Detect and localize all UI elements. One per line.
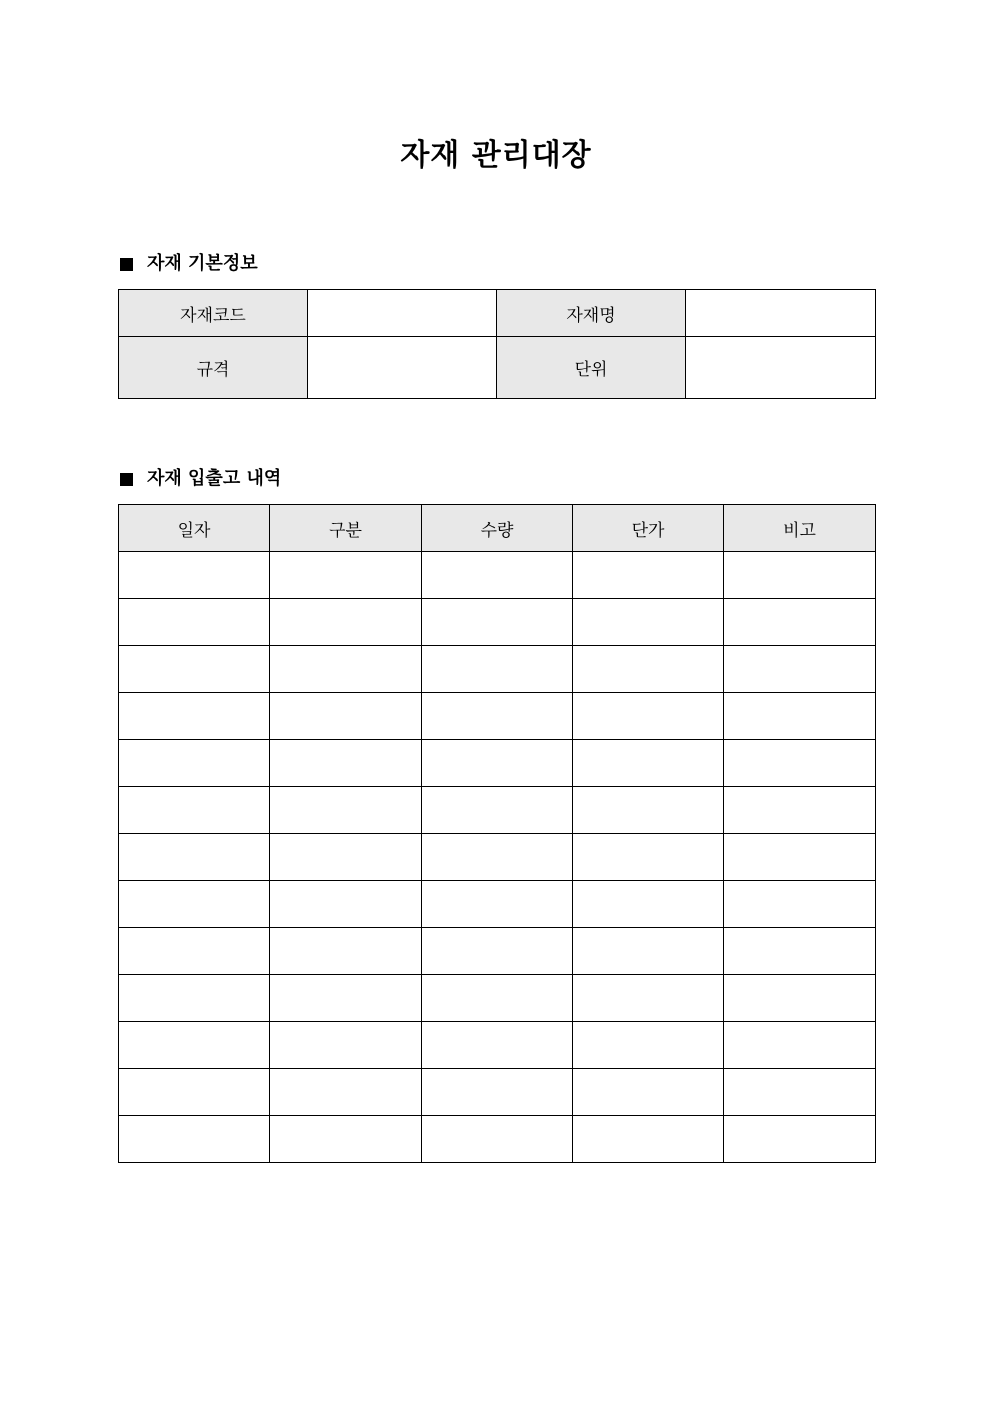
section-heading-basic-info bbox=[118, 251, 258, 277]
date-cell[interactable] bbox=[119, 599, 270, 646]
quantity-cell[interactable] bbox=[422, 787, 573, 834]
remarks-cell[interactable] bbox=[724, 1069, 876, 1116]
table-row bbox=[119, 646, 876, 693]
date-cell[interactable] bbox=[119, 552, 270, 599]
unit-price-cell[interactable] bbox=[573, 975, 724, 1022]
unit-price-cell[interactable] bbox=[573, 1116, 724, 1163]
date-cell[interactable] bbox=[119, 975, 270, 1022]
unit-field[interactable] bbox=[686, 337, 876, 399]
page-title: 자재 관리대장 bbox=[400, 138, 592, 173]
spec-label: 규격 bbox=[119, 337, 308, 399]
material-code-field[interactable] bbox=[308, 290, 497, 337]
type-cell[interactable] bbox=[270, 1022, 422, 1069]
date-cell[interactable] bbox=[119, 834, 270, 881]
square-bullet-icon bbox=[120, 258, 133, 271]
date-cell[interactable] bbox=[119, 1116, 270, 1163]
remarks-cell[interactable] bbox=[724, 975, 876, 1022]
type-cell[interactable] bbox=[270, 1069, 422, 1116]
unit-price-cell[interactable] bbox=[573, 787, 724, 834]
quantity-cell[interactable] bbox=[422, 1116, 573, 1163]
table-row bbox=[119, 928, 876, 975]
history-table-body bbox=[119, 552, 876, 1163]
table-row bbox=[119, 599, 876, 646]
column-header-type: 구분 bbox=[270, 505, 422, 552]
type-cell[interactable] bbox=[270, 928, 422, 975]
unit-price-cell[interactable] bbox=[573, 1069, 724, 1116]
table-row bbox=[119, 834, 876, 881]
date-cell[interactable] bbox=[119, 1022, 270, 1069]
unit-price-cell[interactable] bbox=[573, 1022, 724, 1069]
date-cell[interactable] bbox=[119, 881, 270, 928]
remarks-cell[interactable] bbox=[724, 928, 876, 975]
date-cell[interactable] bbox=[119, 928, 270, 975]
column-header-date: 일자 bbox=[119, 505, 270, 552]
date-cell[interactable] bbox=[119, 787, 270, 834]
square-bullet-icon bbox=[120, 473, 133, 486]
quantity-cell[interactable] bbox=[422, 1022, 573, 1069]
spec-field[interactable] bbox=[308, 337, 497, 399]
section-heading-label: 자재 입출고 내역 bbox=[147, 468, 282, 489]
unit-label: 단위 bbox=[497, 337, 686, 399]
unit-price-cell[interactable] bbox=[573, 834, 724, 881]
quantity-cell[interactable] bbox=[422, 1069, 573, 1116]
material-name-field[interactable] bbox=[686, 290, 876, 337]
unit-price-cell[interactable] bbox=[573, 646, 724, 693]
remarks-cell[interactable] bbox=[724, 1022, 876, 1069]
quantity-cell[interactable] bbox=[422, 975, 573, 1022]
table-row bbox=[119, 552, 876, 599]
remarks-cell[interactable] bbox=[724, 693, 876, 740]
unit-price-cell[interactable] bbox=[573, 740, 724, 787]
quantity-cell[interactable] bbox=[422, 599, 573, 646]
column-header-unit-price: 단가 bbox=[573, 505, 724, 552]
type-cell[interactable] bbox=[270, 552, 422, 599]
section-heading-label: 자재 기본정보 bbox=[147, 253, 258, 274]
quantity-cell[interactable] bbox=[422, 881, 573, 928]
unit-price-cell[interactable] bbox=[573, 552, 724, 599]
type-cell[interactable] bbox=[270, 834, 422, 881]
table-row bbox=[119, 693, 876, 740]
unit-price-cell[interactable] bbox=[573, 693, 724, 740]
type-cell[interactable] bbox=[270, 787, 422, 834]
remarks-cell[interactable] bbox=[724, 787, 876, 834]
remarks-cell[interactable] bbox=[724, 646, 876, 693]
type-cell[interactable] bbox=[270, 881, 422, 928]
table-row bbox=[119, 740, 876, 787]
remarks-cell[interactable] bbox=[724, 834, 876, 881]
unit-price-cell[interactable] bbox=[573, 928, 724, 975]
remarks-cell[interactable] bbox=[724, 1116, 876, 1163]
table-row bbox=[119, 881, 876, 928]
column-header-quantity: 수량 bbox=[422, 505, 573, 552]
table-row bbox=[119, 1116, 876, 1163]
type-cell[interactable] bbox=[270, 646, 422, 693]
unit-price-cell[interactable] bbox=[573, 599, 724, 646]
column-header-remarks: 비고 bbox=[724, 505, 876, 552]
date-cell[interactable] bbox=[119, 740, 270, 787]
quantity-cell[interactable] bbox=[422, 928, 573, 975]
remarks-cell[interactable] bbox=[724, 552, 876, 599]
material-name-label: 자재명 bbox=[497, 290, 686, 337]
table-row bbox=[119, 1069, 876, 1116]
table-row bbox=[119, 1022, 876, 1069]
date-cell[interactable] bbox=[119, 646, 270, 693]
remarks-cell[interactable] bbox=[724, 881, 876, 928]
quantity-cell[interactable] bbox=[422, 646, 573, 693]
type-cell[interactable] bbox=[270, 740, 422, 787]
unit-price-cell[interactable] bbox=[573, 881, 724, 928]
quantity-cell[interactable] bbox=[422, 740, 573, 787]
inout-history-table bbox=[118, 504, 876, 1163]
remarks-cell[interactable] bbox=[724, 740, 876, 787]
quantity-cell[interactable] bbox=[422, 834, 573, 881]
type-cell[interactable] bbox=[270, 599, 422, 646]
material-code-label: 자재코드 bbox=[119, 290, 308, 337]
type-cell[interactable] bbox=[270, 693, 422, 740]
quantity-cell[interactable] bbox=[422, 693, 573, 740]
table-row bbox=[119, 787, 876, 834]
table-row bbox=[119, 975, 876, 1022]
type-cell[interactable] bbox=[270, 975, 422, 1022]
type-cell[interactable] bbox=[270, 1116, 422, 1163]
section-heading-history bbox=[118, 466, 281, 492]
basic-info-table bbox=[118, 289, 876, 399]
remarks-cell[interactable] bbox=[724, 599, 876, 646]
quantity-cell[interactable] bbox=[422, 552, 573, 599]
date-cell[interactable] bbox=[119, 1069, 270, 1116]
date-cell[interactable] bbox=[119, 693, 270, 740]
